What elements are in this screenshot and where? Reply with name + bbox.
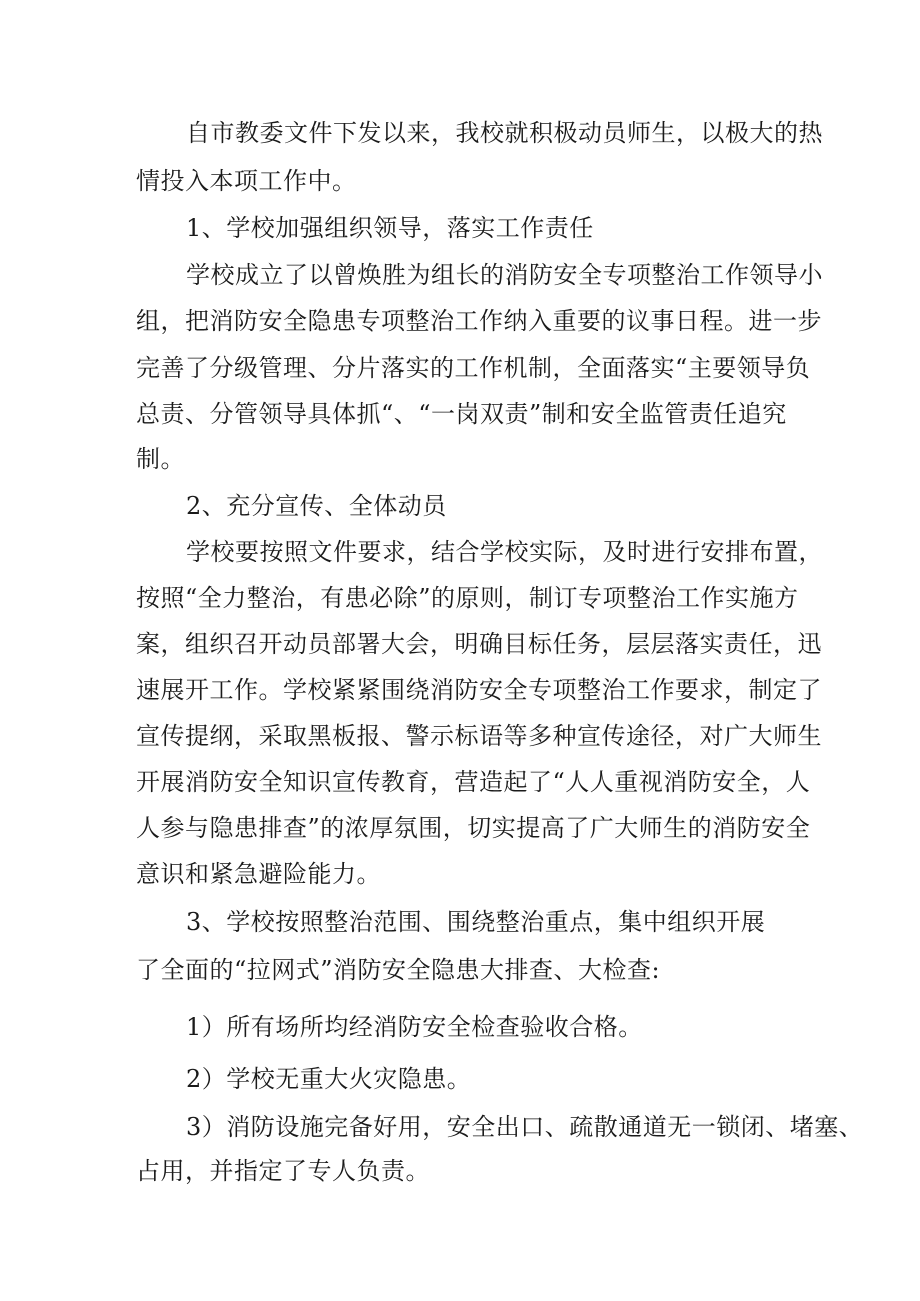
section-2-para-line-6: 开展消防安全知识宣传教育，营造起了“人人重视消防安全，人 (136, 768, 811, 796)
section-2-para-line-8: 意识和紧急避险能力。 (136, 860, 381, 888)
paragraph-intro-line-1: 自市教委文件下发以来，我校就积极动员师生，以极大的热 (186, 119, 823, 147)
section-1-para-line-3: 完善了分级管理、分片落实的工作机制，全面落实“主要领导负 (136, 354, 811, 382)
check-item-3-line-1: 3）消防设施完备好用，安全出口、疏散通道无一锁闭、堵塞、 (186, 1113, 864, 1141)
section-1-para-line-4: 总责、分管领导具体抓“、“一岗双责”制和安全监管责任追究 (136, 400, 787, 428)
section-1-para-line-5: 制。 (136, 445, 185, 473)
paragraph-intro-line-2: 情投入本项工作中。 (136, 167, 357, 195)
section-1-para-line-2: 组，把消防安全隐患专项整治工作纳入重要的议事日程。进一步 (136, 307, 822, 335)
check-item-2: 2）学校无重大火灾隐患。 (186, 1065, 472, 1093)
section-1-heading: 1、学校加强组织领导，落实工作责任 (186, 214, 594, 242)
check-item-1: 1）所有场所均经消防安全检查验收合格。 (186, 1013, 643, 1041)
section-2-para-line-4: 速展开工作。学校紧紧围绕消防安全专项整治工作要求，制定了 (136, 676, 822, 704)
check-item-3-line-2: 占用，并指定了专人负责。 (136, 1157, 430, 1185)
section-2-para-line-3: 案，组织召开动员部署大会，明确目标任务，层层落实责任，迅 (136, 630, 822, 658)
section-3-heading-line-2: 了全面的“拉网式”消防安全隐患大排查、大检查: (136, 956, 661, 984)
section-2-heading: 2、充分宣传、全体动员 (186, 492, 447, 520)
section-3-heading-line-1: 3、学校按照整治范围、围绕整治重点，集中组织开展 (186, 908, 766, 936)
section-2-para-line-5: 宣传提纲，采取黑板报、警示标语等多种宣传途径，对广大师生 (136, 722, 822, 750)
section-2-para-line-7: 人参与隐患排查”的浓厚氛围，切实提高了广大师生的消防安全 (136, 814, 811, 842)
section-2-para-line-1: 学校要按照文件要求，结合学校实际，及时进行安排布置， (186, 538, 823, 566)
section-1-para-line-1: 学校成立了以曾焕胜为组长的消防安全专项整治工作领导小 (186, 261, 823, 289)
section-2-para-line-2: 按照“全力整治，有患必除”的原则，制订专项整治工作实施方 (136, 584, 799, 612)
